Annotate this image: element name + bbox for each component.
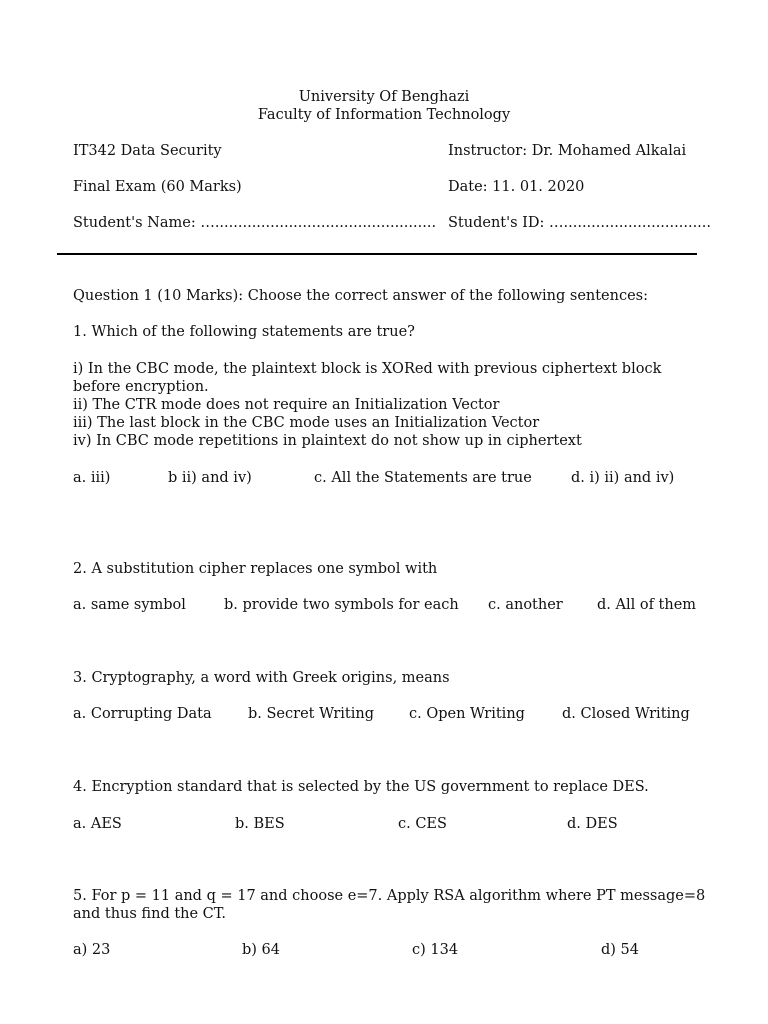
student-id-field: Student's ID: …................................ bbox=[448, 215, 712, 231]
answer-option-a: a. iii) bbox=[73, 470, 111, 486]
answer-option-a: a. same symbol bbox=[73, 597, 186, 613]
answer-option-a: a. Corrupting Data bbox=[73, 706, 212, 722]
statement-line: iii) The last block in the CBC mode uses an Initialization Vector bbox=[73, 415, 540, 431]
statement-line: before encryption. bbox=[73, 379, 209, 395]
answer-option-c: c. All the Statements are true bbox=[314, 470, 532, 486]
answer-option-d: d. Closed Writing bbox=[562, 706, 690, 722]
answer-option-c: c) 134 bbox=[412, 942, 459, 958]
answer-option-b: b. Secret Writing bbox=[248, 706, 374, 722]
answer-option-b: b) 64 bbox=[242, 942, 280, 958]
statement-line: ii) The CTR mode does not require an Initialization Vector bbox=[73, 397, 500, 413]
answer-option-d: d. i) ii) and iv) bbox=[571, 470, 675, 486]
question-stem: 2. A substitution cipher replaces one symbol with bbox=[73, 561, 438, 577]
course-title: IT342 Data Security bbox=[73, 143, 222, 159]
exam-title: Final Exam (60 Marks) bbox=[73, 179, 242, 195]
answer-option-d: d. DES bbox=[567, 816, 618, 832]
statement-line: i) In the CBC mode, the plaintext block is XORed with previous ciphertext block bbox=[73, 361, 662, 377]
answer-option-a: a) 23 bbox=[73, 942, 111, 958]
university-name: University Of Benghazi bbox=[298, 89, 470, 105]
question-stem: 1. Which of the following statements are true? bbox=[73, 324, 415, 340]
question-stem-continuation: and thus find the CT. bbox=[73, 906, 226, 922]
header-divider bbox=[57, 253, 697, 255]
question-stem: 3. Cryptography, a word with Greek origins, means bbox=[73, 670, 450, 686]
answer-option-d: d. All of them bbox=[597, 597, 697, 613]
question-stem: 4. Encryption standard that is selected by the US government to replace DES. bbox=[73, 779, 649, 795]
answer-option-c: c. Open Writing bbox=[409, 706, 525, 722]
student-name-field: Student's Name: …................................................ bbox=[73, 215, 437, 231]
instructor-name: Instructor: Dr. Mohamed Alkalai bbox=[448, 143, 687, 159]
exam-date: Date: 11. 01. 2020 bbox=[448, 179, 585, 195]
question-stem: 5. For p = 11 and q = 17 and choose e=7. Apply RSA algorithm where PT message=8 bbox=[73, 888, 706, 904]
answer-option-a: a. AES bbox=[73, 816, 122, 832]
answer-option-b: b. BES bbox=[235, 816, 285, 832]
statement-line: iv) In CBC mode repetitions in plaintext do not show up in ciphertext bbox=[73, 433, 582, 449]
answer-option-d: d) 54 bbox=[601, 942, 639, 958]
answer-option-b: b. provide two symbols for each bbox=[224, 597, 459, 613]
section-title: Question 1 (10 Marks): Choose the correct answer of the following sentences: bbox=[73, 288, 649, 304]
answer-option-c: c. another bbox=[488, 597, 563, 613]
answer-option-c: c. CES bbox=[398, 816, 447, 832]
faculty-name: Faculty of Information Technology bbox=[257, 107, 511, 123]
answer-option-b: b ii) and iv) bbox=[168, 470, 252, 486]
